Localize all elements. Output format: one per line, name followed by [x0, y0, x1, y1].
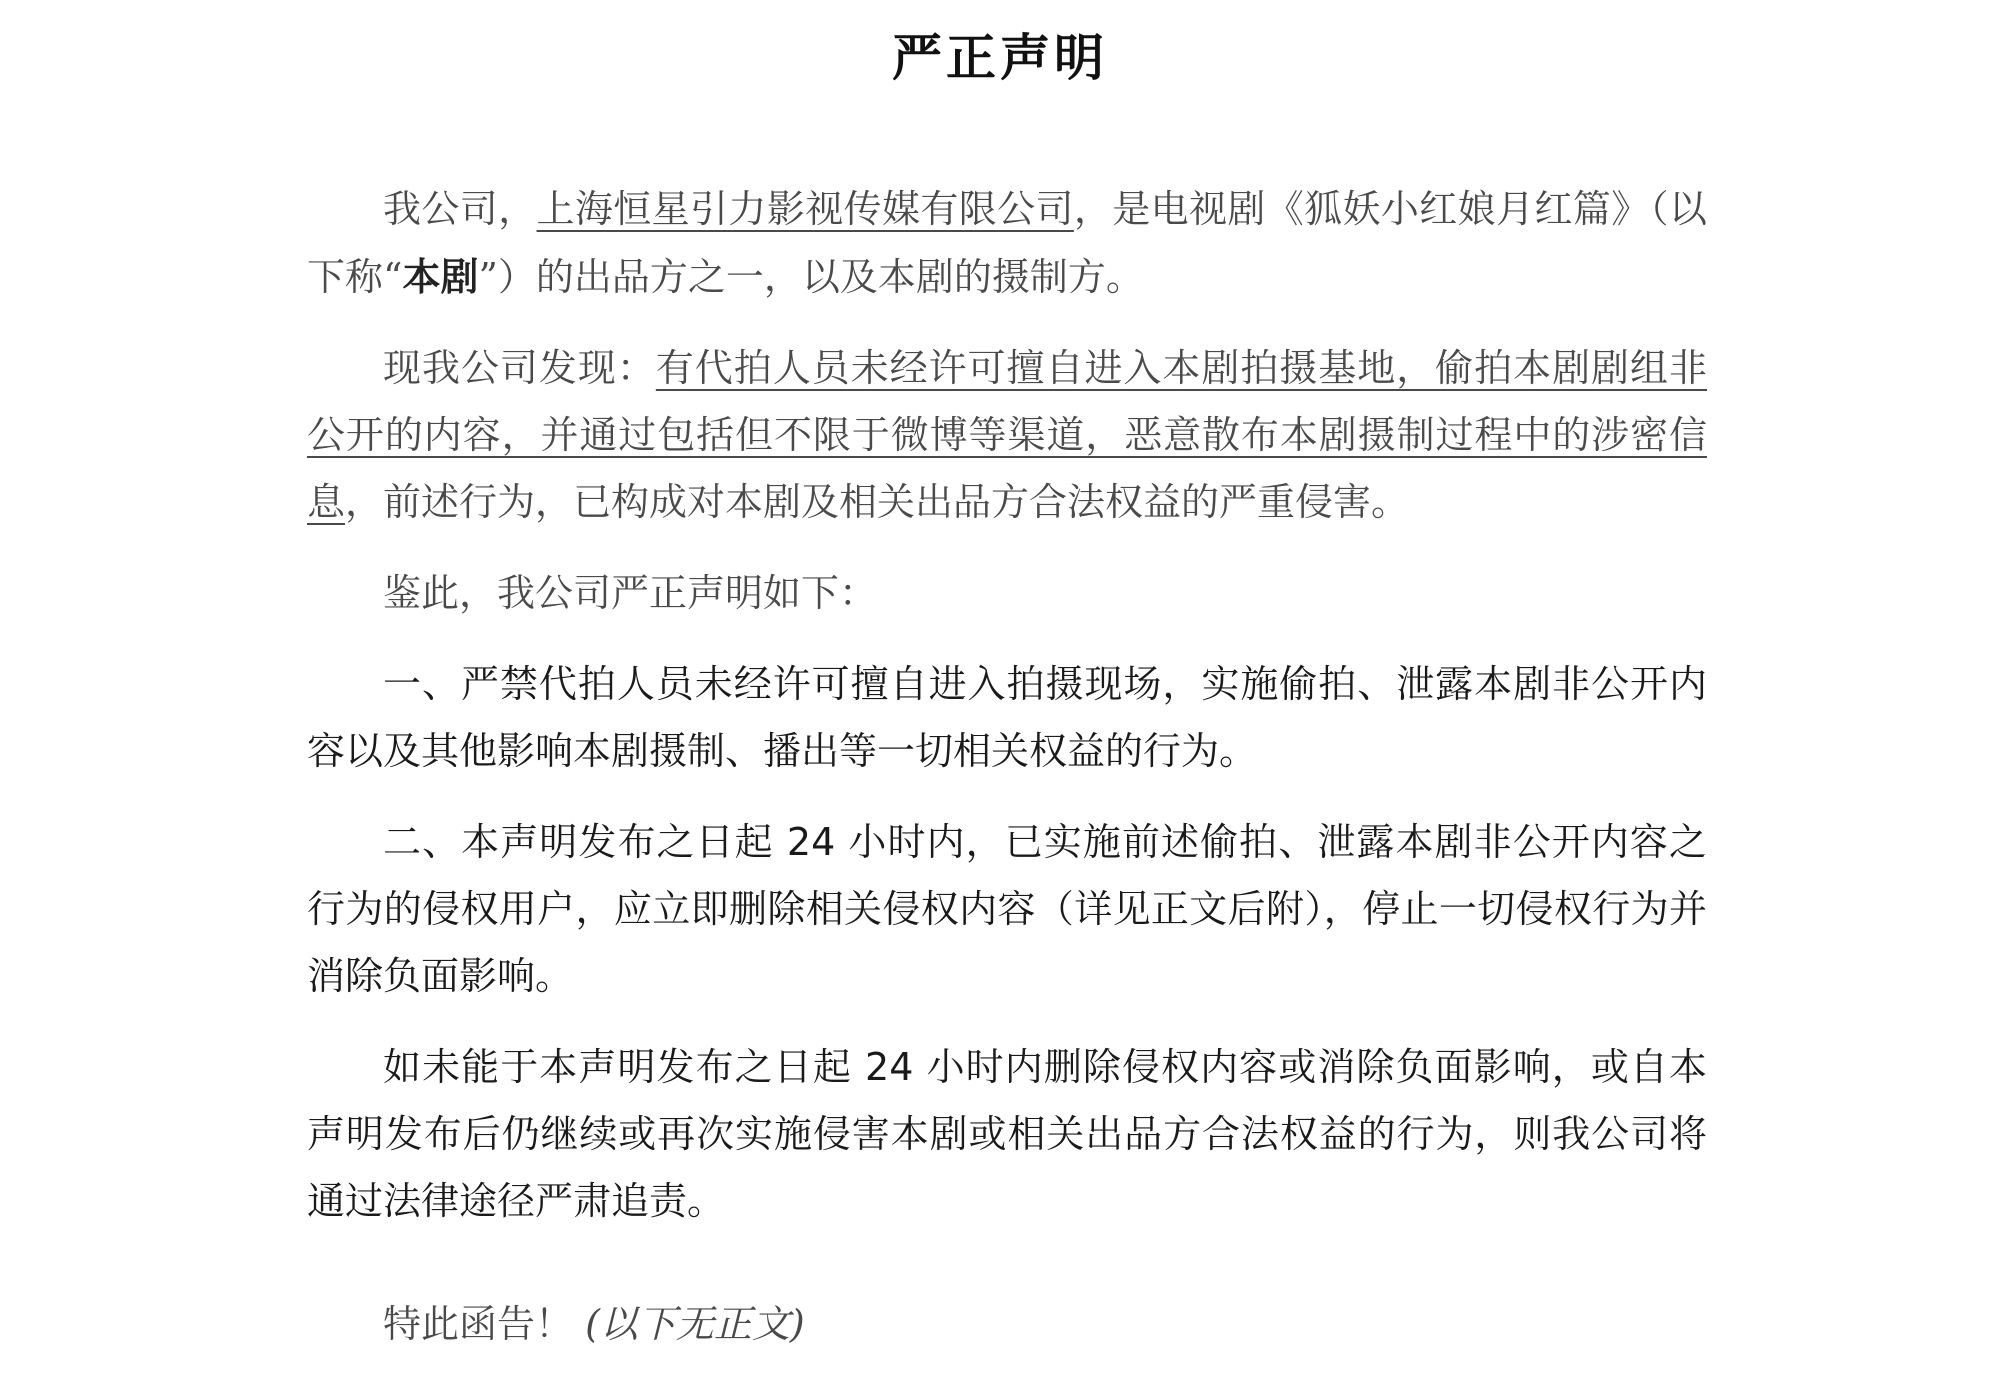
paragraph-item-one: 一、严禁代拍人员未经许可擅自进入拍摄现场，实施偷拍、泄露本剧非公开内容以及其他影响本剧摄制、播出等一切相关权益的行为。: [307, 662, 1707, 773]
paragraph-prefix: 我公司，: [383, 187, 537, 231]
paragraph-prefix: 现我公司发现：: [383, 346, 656, 390]
drama-short-name: 本剧: [402, 254, 479, 299]
paragraph-closing: [307, 1291, 1707, 1358]
paragraph-declaration-intro: 鉴此，我公司严正声明如下：: [383, 571, 878, 615]
closing-note: (以下无正文): [585, 1302, 805, 1346]
paragraph-middle: ，是电视剧《狐妖小红娘月红篇》（以下称“: [307, 187, 1707, 299]
paragraph-findings: [307, 335, 1707, 536]
paragraph-company-statement: [307, 176, 1707, 311]
paragraph-suffix: ，前述行为，已构成对本剧及相关出品方合法权益的严重侵害。: [345, 480, 1410, 524]
findings-text: 有代拍人员未经许可擅自进入本剧拍摄基地，偷拍本剧剧组非公开的内容，并通过包括但不限于微博等渠道，恶意散布本剧摄制过程中的涉密信息: [307, 346, 1707, 524]
document-body: [307, 176, 1707, 1382]
paragraph-legal-action: 如未能于本声明发布之日起 24 小时内删除侵权内容或消除负面影响，或自本声明发布后仍继续或再次实施侵害本剧或相关出品方合法权益的行为，则我公司将通过法律途径严肃追责。: [307, 1045, 1707, 1223]
document-title: 严正声明: [892, 29, 1108, 87]
closing-text: 特此函告！: [383, 1302, 574, 1346]
company-name: 上海恒星引力影视传媒有限公司: [536, 187, 1074, 231]
paragraph-suffix: ”）的出品方之一，以及本剧的摄制方。: [478, 255, 1144, 299]
paragraph-item-two: 二、本声明发布之日起 24 小时内，已实施前述偷拍、泄露本剧非公开内容之行为的侵权用户，应立即删除相关侵权内容（详见正文后附），停止一切侵权行为并消除负面影响。: [307, 820, 1707, 998]
